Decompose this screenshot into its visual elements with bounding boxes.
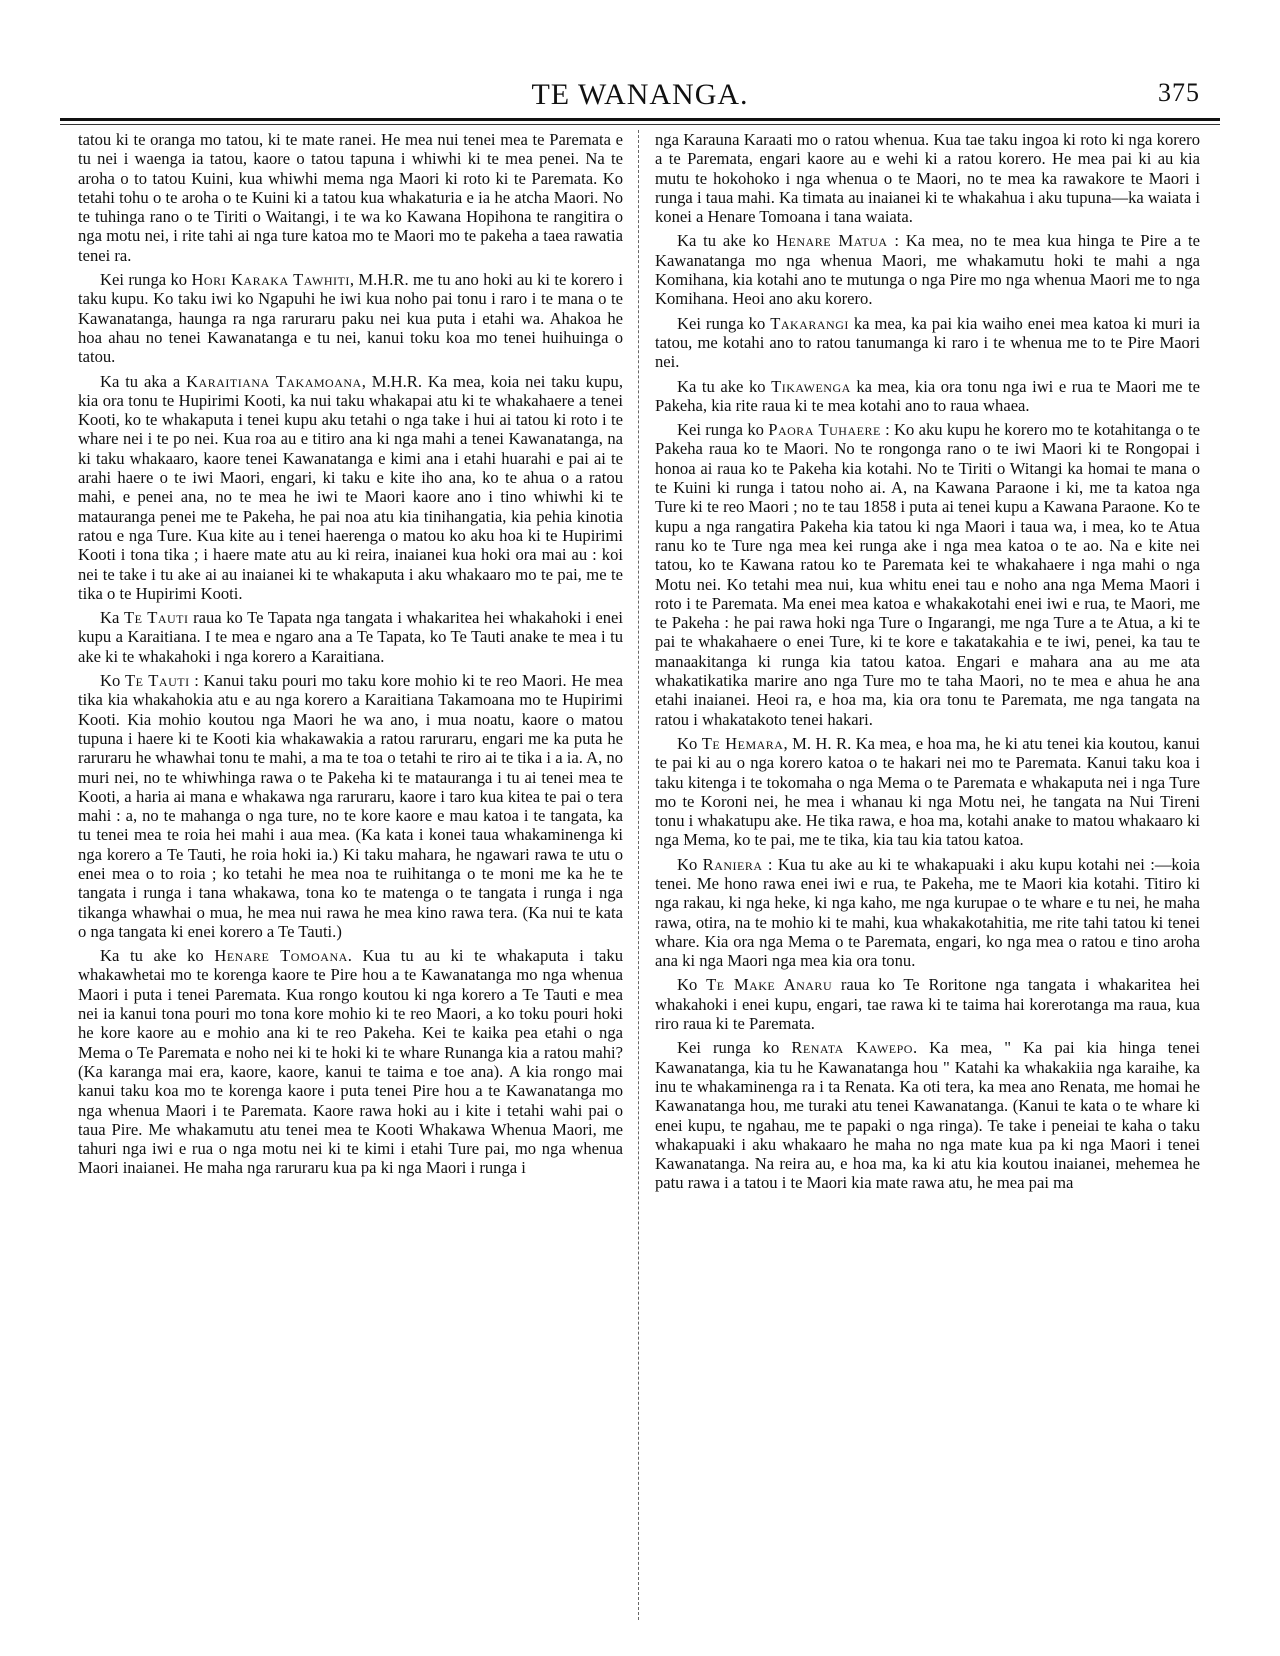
paragraph: Ko Raniera : Kua tu ake au ki te whakapuaki i aku kupu kotahi nei :—koia tenei. Me hono rawa enei iwi e rua, te Pakeha, me te Maori kia kotahi. Titiro ki nga rakau, ki nga heke, ki nga kaho, me nga kurupae o te whare e tu nei, he maha rawa, otira, na te mohio ki te mahi, kua whakakotahitia, me rite tahi tatou ki tenei whare. Kia ora nga Mema o te Paremata, engari, ko nga mea o ratou e tino aroha ana ki nga Maori nga mea kia ora tonu. bbox=[655, 854, 1200, 971]
speaker-name: Te Hemara bbox=[701, 733, 784, 753]
column-divider bbox=[638, 130, 640, 1620]
paragraph: nga Karauna Karaati mo o ratou whenua. Kua tae taku ingoa ki roto ki nga korero a te Paremata, engari kaore au e wehi ki a ratou korero. He mea pai ki au kia mutu te hokohoko i nga whenua o te Maori, no te mea ka rawakore te Maori i runga i taua mahi. Ka timata au inaianei ki te whakahua i aku tupuna—ka waiata i konei a Henare Tomoana i tana waiata. bbox=[655, 130, 1200, 227]
speaker-name: Renata Kawepo bbox=[791, 1038, 913, 1058]
speaker-name: Henare Tomoana bbox=[214, 946, 348, 966]
paragraph: Ka tu ake ko Henare Tomoana. Kua tu au ki te whakaputa i taku whakawhetai mo te korenga kaore te Pire hou a te Kawanatanga mo nga whenua Maori i puta i tenei Paremata. Kua rongo koutou ki nga korero a Te Tauti e mea nei ia kanui tona pouri mo tona kore mohio ki te reo Maori, a ko toku pouri hoki he kore kaore au e mohio ana ki te reo Pakeha. Kei te kaika pea etahi o nga Mema o Te Paremata e noho nei ki te hoki ki te whare Runanga kia a ratou mahi? (Ka karanga mai era, kaore, kaore, kanui te taima e toe ana). A kia rongo mai kanui taku koa mo te korenga kaore i puta tenei Pire hou a te Kawanatanga mo nga whenua Maori i te Paremata. Kaore rawa hoki au i kite i tetahi wahi pai o taua Pire. Me whakamutu atu tenei mea te Kooti Whakawa Whenua Maori, me tahuri nga iwi e rua o nga motu nei ki te kimi i etahi Ture pai, mo nga whenua Maori inaianei. He maha nga raruraru kua pa ki nga Maori i runga i bbox=[78, 946, 623, 1178]
paragraph: Kei runga ko Takarangi ka mea, ka pai kia waiho enei mea katoa ki muri ia tatou, me kotahi ano to ratou tanumanga ki raro i te whenua me to te Pire Maori nei. bbox=[655, 313, 1200, 372]
page-number: 375 bbox=[1158, 78, 1200, 107]
speaker-name: Te Make Anaru bbox=[706, 975, 833, 995]
speaker-name: Hori Karaka Tawhiti bbox=[191, 270, 350, 290]
left-column bbox=[78, 130, 623, 1630]
header-rule-thin bbox=[60, 124, 1220, 125]
speaker-name: Paora Tuhaere bbox=[768, 420, 881, 440]
speaker-name: Raniera bbox=[702, 854, 763, 874]
paragraph: Ka tu ake ko Henare Matua : Ka mea, no te mea kua hinga te Pire a te Kawanatanga mo nga whenua Maori, me whakamutu hoki te mahi a nga Komihana, kia kotahi ano te mutunga o nga Pire mo nga whenua Maori me to nga Komihana. Heoi ano aku korero. bbox=[655, 231, 1200, 309]
paragraph: Kei runga ko Paora Tuhaere : Ko aku kupu he korero mo te kotahitanga o te Pakeha raua ko te Maori. No te rongonga rano o te iwi Maori ki te Rongopai i honoa ai raua ko te Pakeha kia kotahi. No te Tiriti o Witangi ka homai te mana o te Kuini ki runga i tatou noho ai. A, na Kawana Paraone i ki, me ta katoa nga Ture ki te reo Maori ; no te tau 1858 i puta ai tenei kupu a Kawana Paraone. Ko te kupu a nga rangatira Pakeha kia tatou ki nga Maori i taua wa, i mea, ko te Atua ranu ko te Ture nga mea kei runga ake i nga mea katoa o te ao. Na e kite nei tatou, ko te Kawana ratou ko te Paremata kei te whakahaere i nga mahi o nga Motu nei. Ko tetahi mea nui, kua whitu enei tau e noho ana nga Mema Maori i roto i te Paremata. Ma enei mea katoa e whakakotahi enei iwi e rua, te Maori, me te Pakeha : he pai rawa hoki nga Ture o Ingarangi, me nga Ture a te Atua, a ki te pai te whakahaere o enei Ture, ki te kore e takatakahia e te iwi, penei, ka tau te manaakitanga ki runga kia tatou katoa. Engari e mahara ana au me ata whakatikatika marire ano nga Ture mo te taha Maori, no te mea e ahua he ana etahi inaianei. Heoi ra, e hoa ma, kia ora tonu te Paremata, me nga tangata na ratou i whakatakoto tenei hakari. bbox=[655, 420, 1200, 729]
header-rule bbox=[60, 118, 1220, 121]
speaker-name: Takarangi bbox=[770, 313, 849, 333]
paragraph: Ka Te Tauti raua ko Te Tapata nga tangata i whakaritea hei whakahoki i enei kupu a Karaitiana. I te mea e ngaro ana a Te Tapata, ko Te Tauti anake te mea i tu ake ki te whakahoki i nga korero a Karaitiana. bbox=[78, 608, 623, 666]
paragraph: Ko Te Tauti : Kanui taku pouri mo taku kore mohio ki te reo Maori. He mea tika kia whakahokia atu e au nga korero a Karaitiana Takamoana mo te Hupirimi Kooti. Kia mohio koutou nga Maori he wa ano, i mua noatu, kaore o matou tupuna i haere ki te Kooti kia whakawakia a ratou raruraru, engari me ka puta he raruraru he whawhai tonu te mahi, a ma te toa o tetahi te riro ai te tika i a ia. A, no muri nei, no te whiwhinga rawa o te Pakeha ki te matauranga i tu ai tenei mea te Kooti, a haria ai mana e whakawa nga raruraru, kaore i taro kua kitea te pai o tera mahi : a, no te mahanga o nga ture, no te kore kaore e mau katoa i te tangata, ka tu tenei mea te roia hei mahi i aua mea. (Ka kata i konei taua whakaminenga ki nga korero a Te Tauti, he roia hoki ia.) Ki taku mahara, he ngawari rawa te utu o enei mea o to roia ; ko tetahi he mea noa te ruihitanga o te moni me ka he te tangata i runga i tana whakawa, tona ko te matenga o te tangata i runga i nga tikanga whawhai o mua, he mea nui rawa he mea kino rawa tera. (Ka nui te kata o nga tangata ki enei korero a Te Tauti.) bbox=[78, 671, 623, 941]
right-column bbox=[655, 130, 1200, 1630]
paragraph: Kei runga ko Renata Kawepo. Ka mea, " Ka pai kia hinga tenei Kawanatanga, kia tu he Kawanatanga hou " Katahi ka whakakiia nga karaihe, ka inu te whakaminenga ra i ta Renata. Ka oti tera, ka mea ano Renata, me homai he Kawanatanga hou, me turaki atu tenei Kawanatanga. (Kanui te kata o te whare ki enei kupu, te ngahau, me te papaki o nga ringa). Te take i peneiai te kaha o taku whakapuaki i aku whakaaro he maha no nga mate kua pa ki nga Maori i tenei Kawanatanga. Na reira au, e hoa ma, ka ki atu kia koutou inaianei, mehemea he patu rawa i a tatou i te Maori kia mate rawa atu, he mea pai ma bbox=[655, 1038, 1200, 1193]
paragraph: Ka tu aka a Karaitiana Takamoana, M.H.R. Ka mea, koia nei taku kupu, kia ora tonu te Hupirimi Kooti, ka nui taku whakapai atu ki te whakahaere a tenei Kooti, ko te whakaputa i tenei kupu aku tetahi o nga take i hui ai tatou ki roto i te whare nei i te po nei. Kua roa au e titiro ana ki nga mahi a tenei Kawanatanga, na ki taku whakaaro, kaore tenei Kawanatanga e kimi ana i etahi huarahi e pai ai te arahi haere o te iwi Maori, engari, ki taku e kite iho ana, ko te ahua o a ratou mahi, e penei ana, no te mea he iwi te Maori kaore ano i tino whiwhi ki te matauranga penei me te Pakeha, he pai noa atu kia tinihangatia, kia pehia kinotia ratou e nga Ture. Kua kite au i tenei haerenga o matou ko aku hoa ki te Hupirimi Kooti i tona tika ; i haere mate atu au ki reira, inaianei kua hoki ora mai au : koi nei te take i tu ake ai au inaianei ki te whakaputa i aku whakaaro mo te pai, me te tika o te Hupirimi Kooti. bbox=[78, 371, 623, 603]
page-header bbox=[60, 78, 1220, 118]
speaker-name: Tikawenga bbox=[771, 376, 851, 396]
speaker-name: Karaitiana Takamoana bbox=[186, 371, 362, 391]
newspaper-title: TE WANANGA. bbox=[531, 78, 749, 111]
speaker-name: Te Tauti bbox=[124, 671, 190, 691]
paragraph: Ko Te Make Anaru raua ko Te Roritone nga tangata i whakaritea hei whakahoki i enei kupu, engari, tae rawa ki te taima hai korerotanga ma raua, kua riro raua ki te Paremata. bbox=[655, 975, 1200, 1034]
paragraph: tatou ki te oranga mo tatou, ki te mate ranei. He mea nui tenei mea te Paremata e tu nei i waenga ia tatou, kaore o tatou tapuna i whiwhi ki te mea penei. Na te aroha o to tatou Kuini, kua whiwhi mema nga Maori ki roto ki te Paremata. Ko tetahi tohu o te aroha o te Kuini ki a tatou kua whakaturia e ia he atcha Maori. No te tuhinga rano o te Tiriti o Waitangi, i te wa ko Kawana Hopihona te rangitira o nga motu nei, i rite tahi ai nga ture katoa mo te Maori mo te pakeha a taea rawatia tenei ra. bbox=[78, 130, 623, 265]
paragraph: Ka tu ake ko Tikawenga ka mea, kia ora tonu nga iwi e rua te Maori me te Pakeha, kia rite raua ki te mea kotahi ano to raua whaea. bbox=[655, 376, 1200, 415]
paragraph: Ko Te Hemara, M. H. R. Ka mea, e hoa ma, he ki atu tenei kia koutou, kanui te pai ki au o nga korero katoa o te hakari nei mo te Paremata. Kanui taku koa i taku kitenga i te tokomaha o nga Mema o te Paremata e whakaputa nei i nga Ture mo te Koroni nei, he mea i whanau ki nga Motu nei, he tangata na Nui Tireni tonu i whakatupu ake. He tika rawa, e hoa ma, kotahi anake to matou whakaaro ki nga Mema, ko te pai, me te tika, kia tau kia tatou katoa. bbox=[655, 733, 1200, 850]
paragraph: Kei runga ko Hori Karaka Tawhiti, M.H.R. me tu ano hoki au ki te korero i taku kupu. Ko taku iwi ko Ngapuhi he iwi kua noho pai tonu i raro i te mana o te Kawanatanga, haunga ra nga raruraru paku nei kua puta i etahi wa. Ahakoa he hoa ahau no tenei Kawanatanga e tu nei, kanui toku koa mo tenei huihuinga o tatou. bbox=[78, 270, 623, 367]
speaker-name: Te Tauti bbox=[123, 608, 189, 628]
speaker-name: Henare Matua bbox=[776, 231, 888, 251]
